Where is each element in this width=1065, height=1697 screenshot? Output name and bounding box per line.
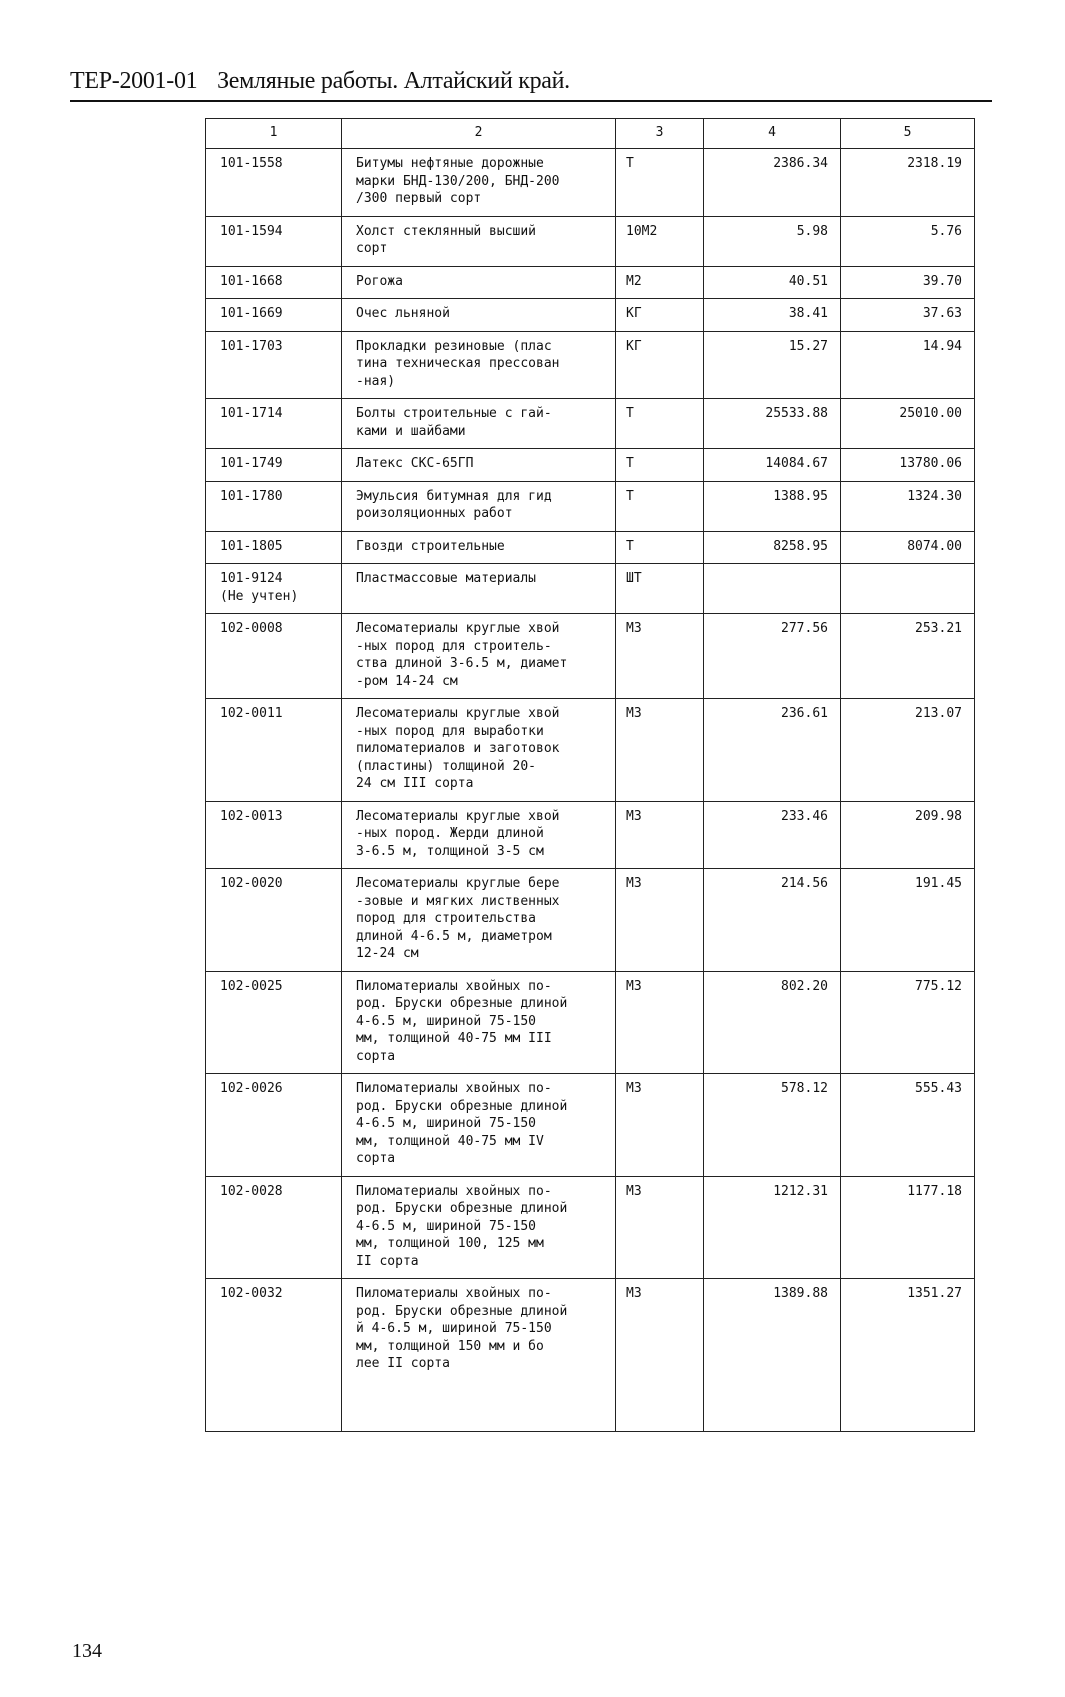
price-col5-cell: 775.12	[841, 971, 975, 1074]
table-row	[206, 801, 975, 869]
material-name-cell: Лесоматериалы круглые бере -зовые и мягких лиственных пород для строительства длиной 4-6.5 м, диаметром 12-24 см	[342, 869, 616, 972]
page-number: 134	[72, 1640, 102, 1662]
column-header: 2	[342, 119, 616, 149]
material-name-cell: Прокладки резиновые (плас тина техническая прессован -ная)	[342, 331, 616, 399]
material-code-cell: 101-1703	[206, 331, 342, 399]
material-code-cell: 101-1669	[206, 299, 342, 332]
price-col4-cell: 214.56	[704, 869, 841, 972]
table-row	[206, 614, 975, 699]
price-col5-cell: 13780.06	[841, 449, 975, 482]
material-name-cell: Эмульсия битумная для гид роизоляционных работ	[342, 481, 616, 531]
price-col5-cell: 1351.27	[841, 1279, 975, 1432]
material-code-cell: 101-1749	[206, 449, 342, 482]
material-name-cell: Лесоматериалы круглые хвой -ных пород. Жерди длиной 3-6.5 м, толщиной 3-5 см	[342, 801, 616, 869]
unit-cell: Т	[616, 149, 704, 217]
price-col4-cell: 1212.31	[704, 1176, 841, 1279]
material-name-cell: Гвозди строительные	[342, 531, 616, 564]
price-col4-cell: 1388.95	[704, 481, 841, 531]
page-header	[70, 68, 992, 95]
table-row	[206, 399, 975, 449]
price-col5-cell: 1177.18	[841, 1176, 975, 1279]
price-col4-cell: 233.46	[704, 801, 841, 869]
table-row	[206, 331, 975, 399]
price-col4-cell: 40.51	[704, 266, 841, 299]
price-col4-cell: 15.27	[704, 331, 841, 399]
material-code-cell: 102-0011	[206, 699, 342, 802]
material-name-cell: Рогожа	[342, 266, 616, 299]
price-col4-cell	[704, 564, 841, 614]
material-code-cell: 101-1558	[206, 149, 342, 217]
column-header: 4	[704, 119, 841, 149]
price-col4-cell: 802.20	[704, 971, 841, 1074]
price-col5-cell: 5.76	[841, 216, 975, 266]
material-name-cell: Пластмассовые материалы	[342, 564, 616, 614]
price-col4-cell: 236.61	[704, 699, 841, 802]
column-header: 3	[616, 119, 704, 149]
price-col5-cell: 25010.00	[841, 399, 975, 449]
unit-cell: М3	[616, 1074, 704, 1177]
unit-cell: М3	[616, 801, 704, 869]
price-col4-cell: 578.12	[704, 1074, 841, 1177]
table-row	[206, 481, 975, 531]
material-code-cell: 101-1805	[206, 531, 342, 564]
price-col4-cell: 2386.34	[704, 149, 841, 217]
price-col5-cell	[841, 564, 975, 614]
price-col5-cell: 191.45	[841, 869, 975, 972]
unit-cell: Т	[616, 481, 704, 531]
table-row	[206, 216, 975, 266]
material-name-cell: Латекс СКС-65ГП	[342, 449, 616, 482]
table-row	[206, 449, 975, 482]
table-row	[206, 1176, 975, 1279]
price-col5-cell: 37.63	[841, 299, 975, 332]
table-row	[206, 699, 975, 802]
price-col5-cell: 555.43	[841, 1074, 975, 1177]
unit-cell: Т	[616, 399, 704, 449]
column-header: 5	[841, 119, 975, 149]
unit-cell: КГ	[616, 299, 704, 332]
price-table	[205, 118, 975, 1432]
material-name-cell: Болты строительные с гай- ками и шайбами	[342, 399, 616, 449]
price-col4-cell: 25533.88	[704, 399, 841, 449]
price-col4-cell: 5.98	[704, 216, 841, 266]
table-row	[206, 1279, 975, 1432]
material-code-cell: 101-9124 (Не учтен)	[206, 564, 342, 614]
price-col4-cell: 38.41	[704, 299, 841, 332]
material-name-cell: Пиломатериалы хвойных по- род. Бруски обрезные длиной 4-6.5 м, шириной 75-150 мм, толщиной 40-75 мм III сорта	[342, 971, 616, 1074]
price-col4-cell: 14084.67	[704, 449, 841, 482]
material-code-cell: 102-0020	[206, 869, 342, 972]
price-col5-cell: 1324.30	[841, 481, 975, 531]
unit-cell: М3	[616, 1176, 704, 1279]
document-title: Земляные работы. Алтайский край.	[217, 68, 570, 94]
material-name-cell: Пиломатериалы хвойных по- род. Бруски обрезные длиной й 4-6.5 м, шириной 75-150 мм, толщиной 150 мм и бо лее II сорта	[342, 1279, 616, 1432]
unit-cell: М3	[616, 869, 704, 972]
table-row	[206, 531, 975, 564]
unit-cell: М3	[616, 971, 704, 1074]
table-header-row	[206, 119, 975, 149]
unit-cell: КГ	[616, 331, 704, 399]
table-row	[206, 149, 975, 217]
table-row	[206, 869, 975, 972]
price-col5-cell: 209.98	[841, 801, 975, 869]
material-name-cell: Холст стеклянный высший сорт	[342, 216, 616, 266]
material-name-cell: Лесоматериалы круглые хвой -ных пород для строитель- ства длиной 3-6.5 м, диамет -ром 14-24 см	[342, 614, 616, 699]
material-code-cell: 101-1714	[206, 399, 342, 449]
table-row	[206, 971, 975, 1074]
price-col5-cell: 8074.00	[841, 531, 975, 564]
price-col4-cell: 8258.95	[704, 531, 841, 564]
column-header: 1	[206, 119, 342, 149]
material-name-cell: Лесоматериалы круглые хвой -ных пород для выработки пиломатериалов и заготовок (пластины) толщиной 20- 24 см III сорта	[342, 699, 616, 802]
material-name-cell: Пиломатериалы хвойных по- род. Бруски обрезные длиной 4-6.5 м, шириной 75-150 мм, толщиной 40-75 мм IV сорта	[342, 1074, 616, 1177]
unit-cell: М3	[616, 1279, 704, 1432]
unit-cell: М3	[616, 614, 704, 699]
unit-cell: Т	[616, 449, 704, 482]
unit-cell: 10М2	[616, 216, 704, 266]
unit-cell: Т	[616, 531, 704, 564]
unit-cell: ШТ	[616, 564, 704, 614]
table-row	[206, 564, 975, 614]
price-col5-cell: 253.21	[841, 614, 975, 699]
price-col5-cell: 213.07	[841, 699, 975, 802]
price-col4-cell: 1389.88	[704, 1279, 841, 1432]
material-name-cell: Пиломатериалы хвойных по- род. Бруски обрезные длиной 4-6.5 м, шириной 75-150 мм, толщиной 100, 125 мм II сорта	[342, 1176, 616, 1279]
price-col5-cell: 39.70	[841, 266, 975, 299]
header-divider	[70, 100, 992, 102]
price-col5-cell: 14.94	[841, 331, 975, 399]
material-code-cell: 101-1668	[206, 266, 342, 299]
table-row	[206, 266, 975, 299]
material-code-cell: 101-1780	[206, 481, 342, 531]
material-name-cell: Битумы нефтяные дорожные марки БНД-130/200, БНД-200 /300 первый сорт	[342, 149, 616, 217]
material-code-cell: 101-1594	[206, 216, 342, 266]
material-code-cell: 102-0008	[206, 614, 342, 699]
document-code: ТЕР-2001-01	[70, 68, 198, 94]
unit-cell: М3	[616, 699, 704, 802]
price-col4-cell: 277.56	[704, 614, 841, 699]
material-code-cell: 102-0013	[206, 801, 342, 869]
table-body	[206, 149, 975, 1432]
material-code-cell: 102-0026	[206, 1074, 342, 1177]
unit-cell: М2	[616, 266, 704, 299]
table-row	[206, 1074, 975, 1177]
material-code-cell: 102-0025	[206, 971, 342, 1074]
price-col5-cell: 2318.19	[841, 149, 975, 217]
material-code-cell: 102-0032	[206, 1279, 342, 1432]
table-row	[206, 299, 975, 332]
material-code-cell: 102-0028	[206, 1176, 342, 1279]
material-name-cell: Очес льняной	[342, 299, 616, 332]
